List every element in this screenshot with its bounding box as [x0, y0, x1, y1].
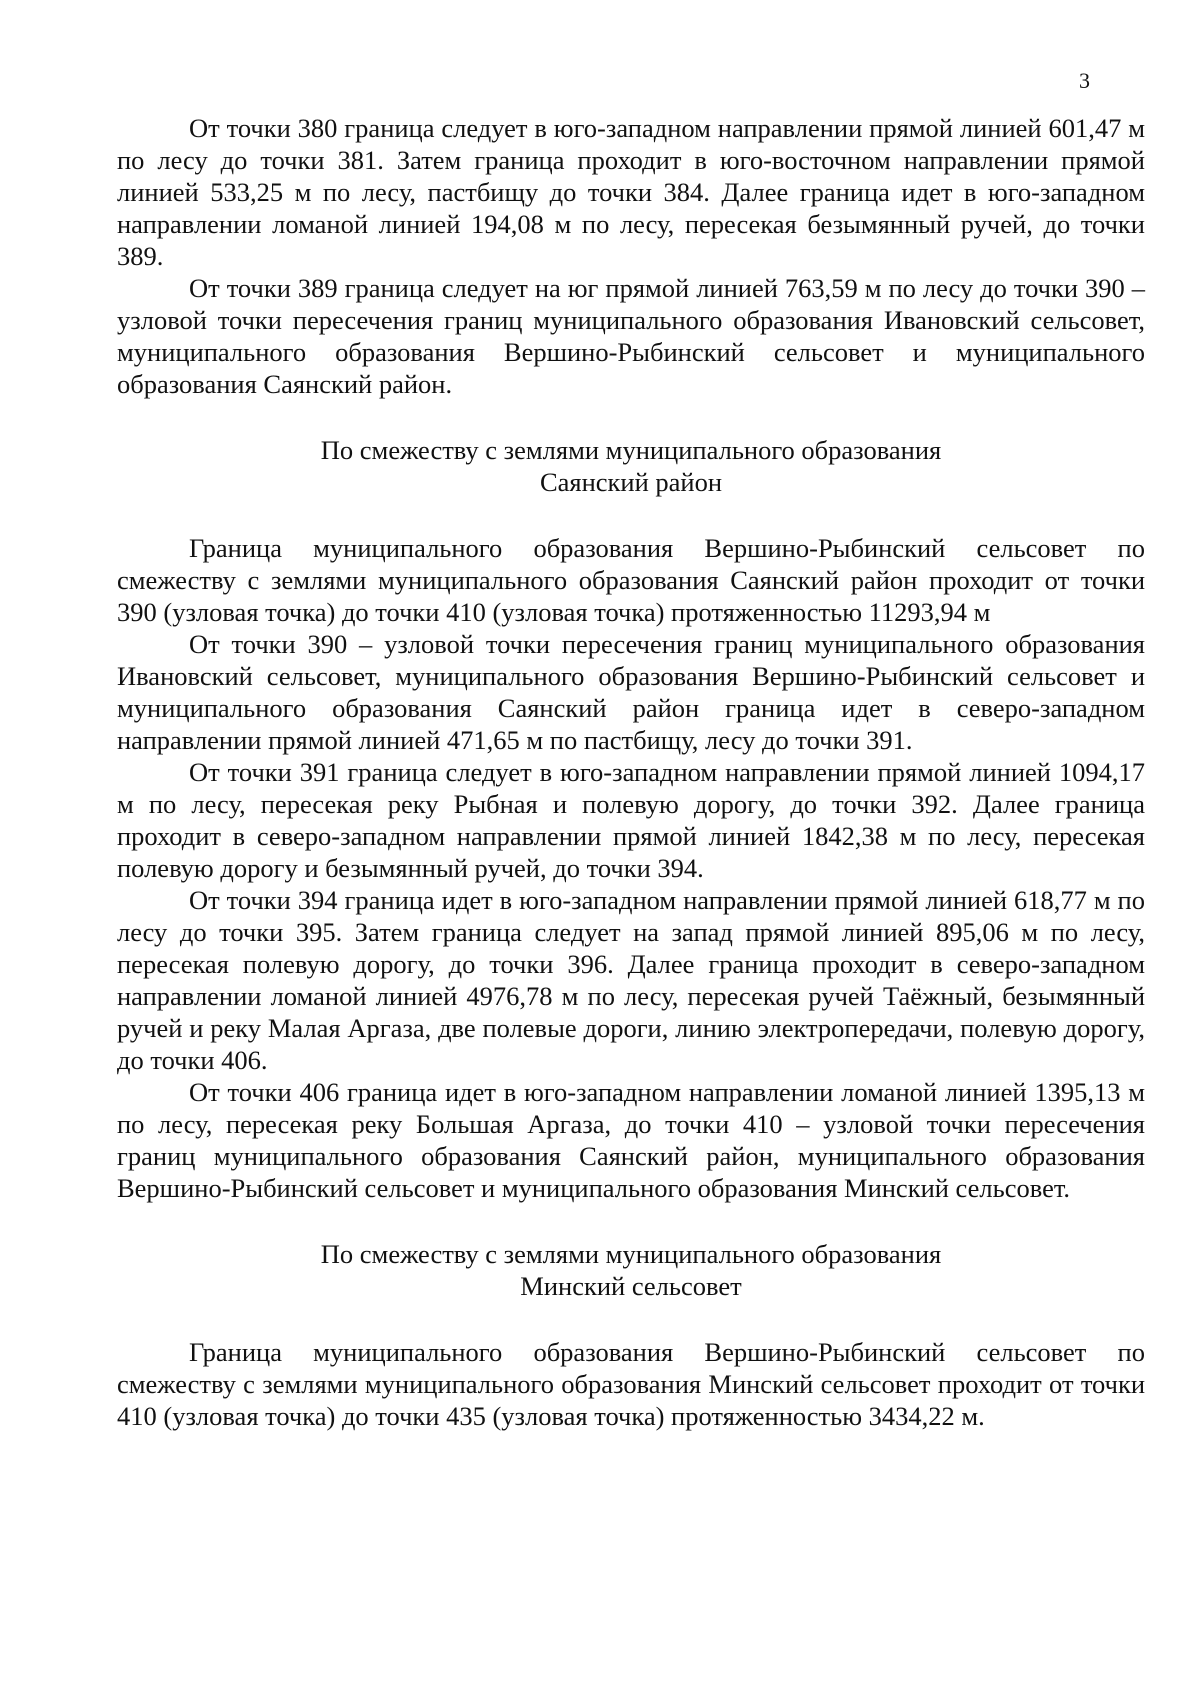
paragraph-point-380: От точки 380 граница следует в юго-западном направлении прямой линией 601,47 м по лесу до точки 381. Затем граница проходит в юго-восточном направлении прямой линией 533,25 м по лесу, пастбищу до точки 384. Далее граница идет в юго-западном направлении ломаной линией 194,08 м по лесу, пересекая безымянный ручей, до точки 389.	[117, 113, 1145, 271]
paragraph-sayansky-boundary: Граница муниципального образования Вершино-Рыбинский сельсовет по смежеству с землями муниципального образования Саянский район проходит от точки 390 (узловая точка) до точки 410 (узловая точка) протяженностью 11293,94 м	[117, 533, 1145, 627]
document-body	[117, 112, 1145, 1432]
paragraph-point-389: От точки 389 граница следует на юг прямой линией 763,59 м по лесу до точки 390 – узловой точки пересечения границ муниципального образования Ивановский сельсовет, муниципального образования Вершино-Рыбинский сельсовет и муниципального образования Саянский район.	[117, 273, 1145, 399]
paragraph-point-391: От точки 391 граница следует в юго-западном направлении прямой линией 1094,17 м по лесу, пересекая реку Рыбная и полевую дорогу, до точки 392. Далее граница проходит в северо-западном направлении прямой линией 1842,38 м по лесу, пересекая полевую дорогу и безымянный ручей, до точки 394.	[117, 757, 1145, 883]
section-heading-line2: Саянский район	[539, 467, 723, 497]
paragraph-point-390: От точки 390 – узловой точки пересечения границ муниципального образования Ивановский сельсовет, муниципального образования Вершино-Рыбинский сельсовет и муниципального образования Саянский район граница идет в северо-западном направлении прямой линией 471,65 м по пастбищу, лесу до точки 391.	[117, 629, 1145, 755]
section-heading-line1: По смежеству с землями муниципального образования	[320, 1239, 942, 1269]
paragraph-minsky-boundary: Граница муниципального образования Вершино-Рыбинский сельсовет по смежеству с землями муниципального образования Минский сельсовет проходит от точки 410 (узловая точка) до точки 435 (узловая точка) протяженностью 3434,22 м.	[117, 1337, 1145, 1431]
section-heading-line1: По смежеству с землями муниципального образования	[320, 435, 942, 465]
section-heading-line2: Минский сельсовет	[520, 1271, 742, 1301]
section-heading-minsky	[117, 1238, 1145, 1302]
section-heading-sayansky	[117, 434, 1145, 498]
page-number: 3	[1079, 68, 1090, 93]
paragraph-point-406: От точки 406 граница идет в юго-западном направлении ломаной линией 1395,13 м по лесу, пересекая реку Большая Аргаза, до точки 410 – узловой точки пересечения границ муниципального образования Саянский район, муниципального образования Вершино-Рыбинский сельсовет и муниципального образования Минский сельсовет.	[117, 1077, 1145, 1203]
paragraph-point-394: От точки 394 граница идет в юго-западном направлении прямой линией 618,77 м по лесу до точки 395. Затем граница следует на запад прямой линией 895,06 м по лесу, пересекая полевую дорогу, до точки 396. Далее граница проходит в северо-западном направлении ломаной линией 4976,78 м по лесу, пересекая ручей Таёжный, безымянный ручей и реку Малая Аргаза, две полевые дороги, линию электропередачи, полевую дорогу, до точки 406.	[117, 885, 1145, 1075]
